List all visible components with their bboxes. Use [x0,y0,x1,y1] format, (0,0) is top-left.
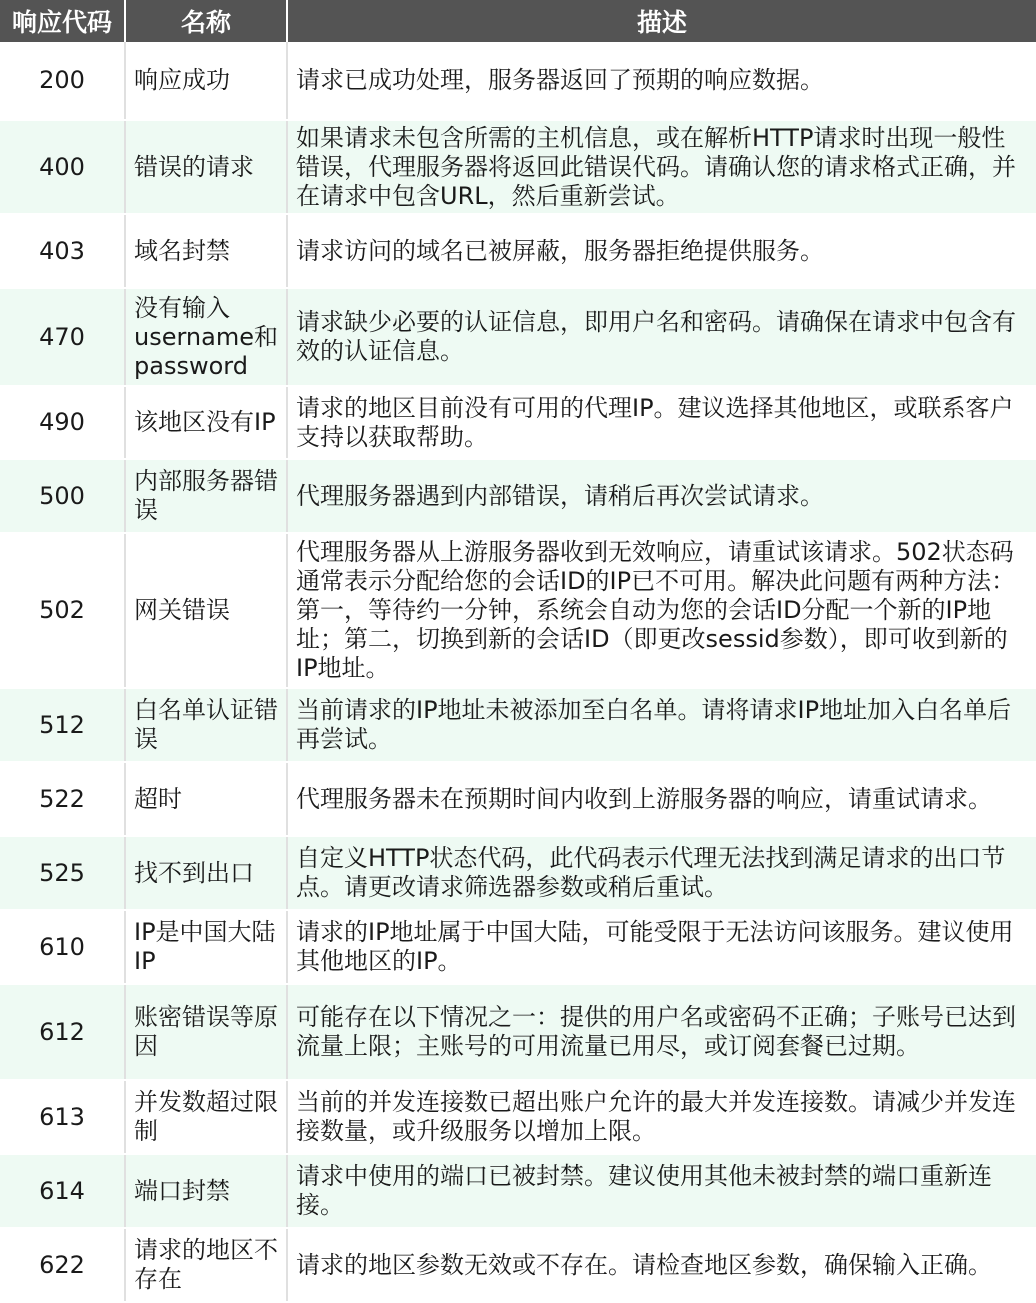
row-description: 代理服务器从上游服务器收到无效响应，请重试该请求。502状态码通常表示分配给您的会话ID的IP已不可用。解决此问题有两种方法：第一，等待约一分钟，系统会自动为您的会话ID分配一个新的IP地址；第二，切换到新的会话ID（即更改sessid参数），即可收到新的IP地址。 [287,533,1036,688]
header-description: 描述 [287,0,1036,42]
row-name: 账密错误等原因 [125,984,287,1080]
row-code: 502 [0,533,125,688]
table-row [0,459,1036,533]
row-name: 内部服务器错误 [125,459,287,533]
row-name: 错误的请求 [125,120,287,214]
row-code: 525 [0,836,125,910]
table-row [0,836,1036,910]
row-description: 自定义HTTP状态代码，此代码表示代理无法找到满足请求的出口节点。请更改请求筛选器参数或稍后重试。 [287,836,1036,910]
table-row [0,1154,1036,1228]
row-name: 请求的地区不存在 [125,1228,287,1302]
table-row [0,688,1036,762]
row-code: 512 [0,688,125,762]
row-code: 612 [0,984,125,1080]
table-row [0,120,1036,214]
row-name: 网关错误 [125,533,287,688]
row-code: 403 [0,214,125,288]
table-row [0,533,1036,688]
table-row [0,1080,1036,1154]
row-code: 490 [0,386,125,459]
table-row [0,386,1036,459]
table-row [0,288,1036,386]
row-code: 200 [0,42,125,120]
row-description: 请求访问的域名已被屏蔽，服务器拒绝提供服务。 [287,214,1036,288]
row-code: 614 [0,1154,125,1228]
row-description: 请求的地区参数无效或不存在。请检查地区参数，确保输入正确。 [287,1228,1036,1302]
table-row [0,1228,1036,1302]
row-code: 613 [0,1080,125,1154]
row-name: 并发数超过限制 [125,1080,287,1154]
row-code: 400 [0,120,125,214]
row-name: 该地区没有IP [125,386,287,459]
row-description: 代理服务器遇到内部错误，请稍后再次尝试请求。 [287,459,1036,533]
row-name: 响应成功 [125,42,287,120]
table-row [0,214,1036,288]
row-description: 可能存在以下情况之一：提供的用户名或密码不正确；子账号已达到流量上限；主账号的可用流量已用尽，或订阅套餐已过期。 [287,984,1036,1080]
row-code: 470 [0,288,125,386]
row-description: 请求的地区目前没有可用的代理IP。建议选择其他地区，或联系客户支持以获取帮助。 [287,386,1036,459]
row-name: 超时 [125,762,287,836]
row-description: 如果请求未包含所需的主机信息，或在解析HTTP请求时出现一般性错误，代理服务器将返回此错误代码。请确认您的请求格式正确，并在请求中包含URL，然后重新尝试。 [287,120,1036,214]
row-name: 找不到出口 [125,836,287,910]
table-row [0,762,1036,836]
row-code: 500 [0,459,125,533]
row-description: 当前请求的IP地址未被添加至白名单。请将请求IP地址加入白名单后再尝试。 [287,688,1036,762]
header-code: 响应代码 [0,0,125,42]
header-row [0,0,1036,42]
row-description: 请求中使用的端口已被封禁。建议使用其他未被封禁的端口重新连接。 [287,1154,1036,1228]
row-name: IP是中国大陆IP [125,910,287,984]
row-name: 域名封禁 [125,214,287,288]
table-header [0,0,1036,42]
row-code: 610 [0,910,125,984]
row-description: 请求缺少必要的认证信息，即用户名和密码。请确保在请求中包含有效的认证信息。 [287,288,1036,386]
row-description: 请求的IP地址属于中国大陆，可能受限于无法访问该服务。建议使用其他地区的IP。 [287,910,1036,984]
row-name: 白名单认证错误 [125,688,287,762]
row-description: 请求已成功处理，服务器返回了预期的响应数据。 [287,42,1036,120]
row-description: 代理服务器未在预期时间内收到上游服务器的响应，请重试请求。 [287,762,1036,836]
table-row [0,42,1036,120]
table-row [0,910,1036,984]
row-name: 端口封禁 [125,1154,287,1228]
row-code: 522 [0,762,125,836]
table-body [0,42,1036,1302]
row-description: 当前的并发连接数已超出账户允许的最大并发连接数。请减少并发连接数量，或升级服务以增加上限。 [287,1080,1036,1154]
header-name: 名称 [125,0,287,42]
row-name: 没有输入username和password [125,288,287,386]
table-row [0,984,1036,1080]
row-code: 622 [0,1228,125,1302]
